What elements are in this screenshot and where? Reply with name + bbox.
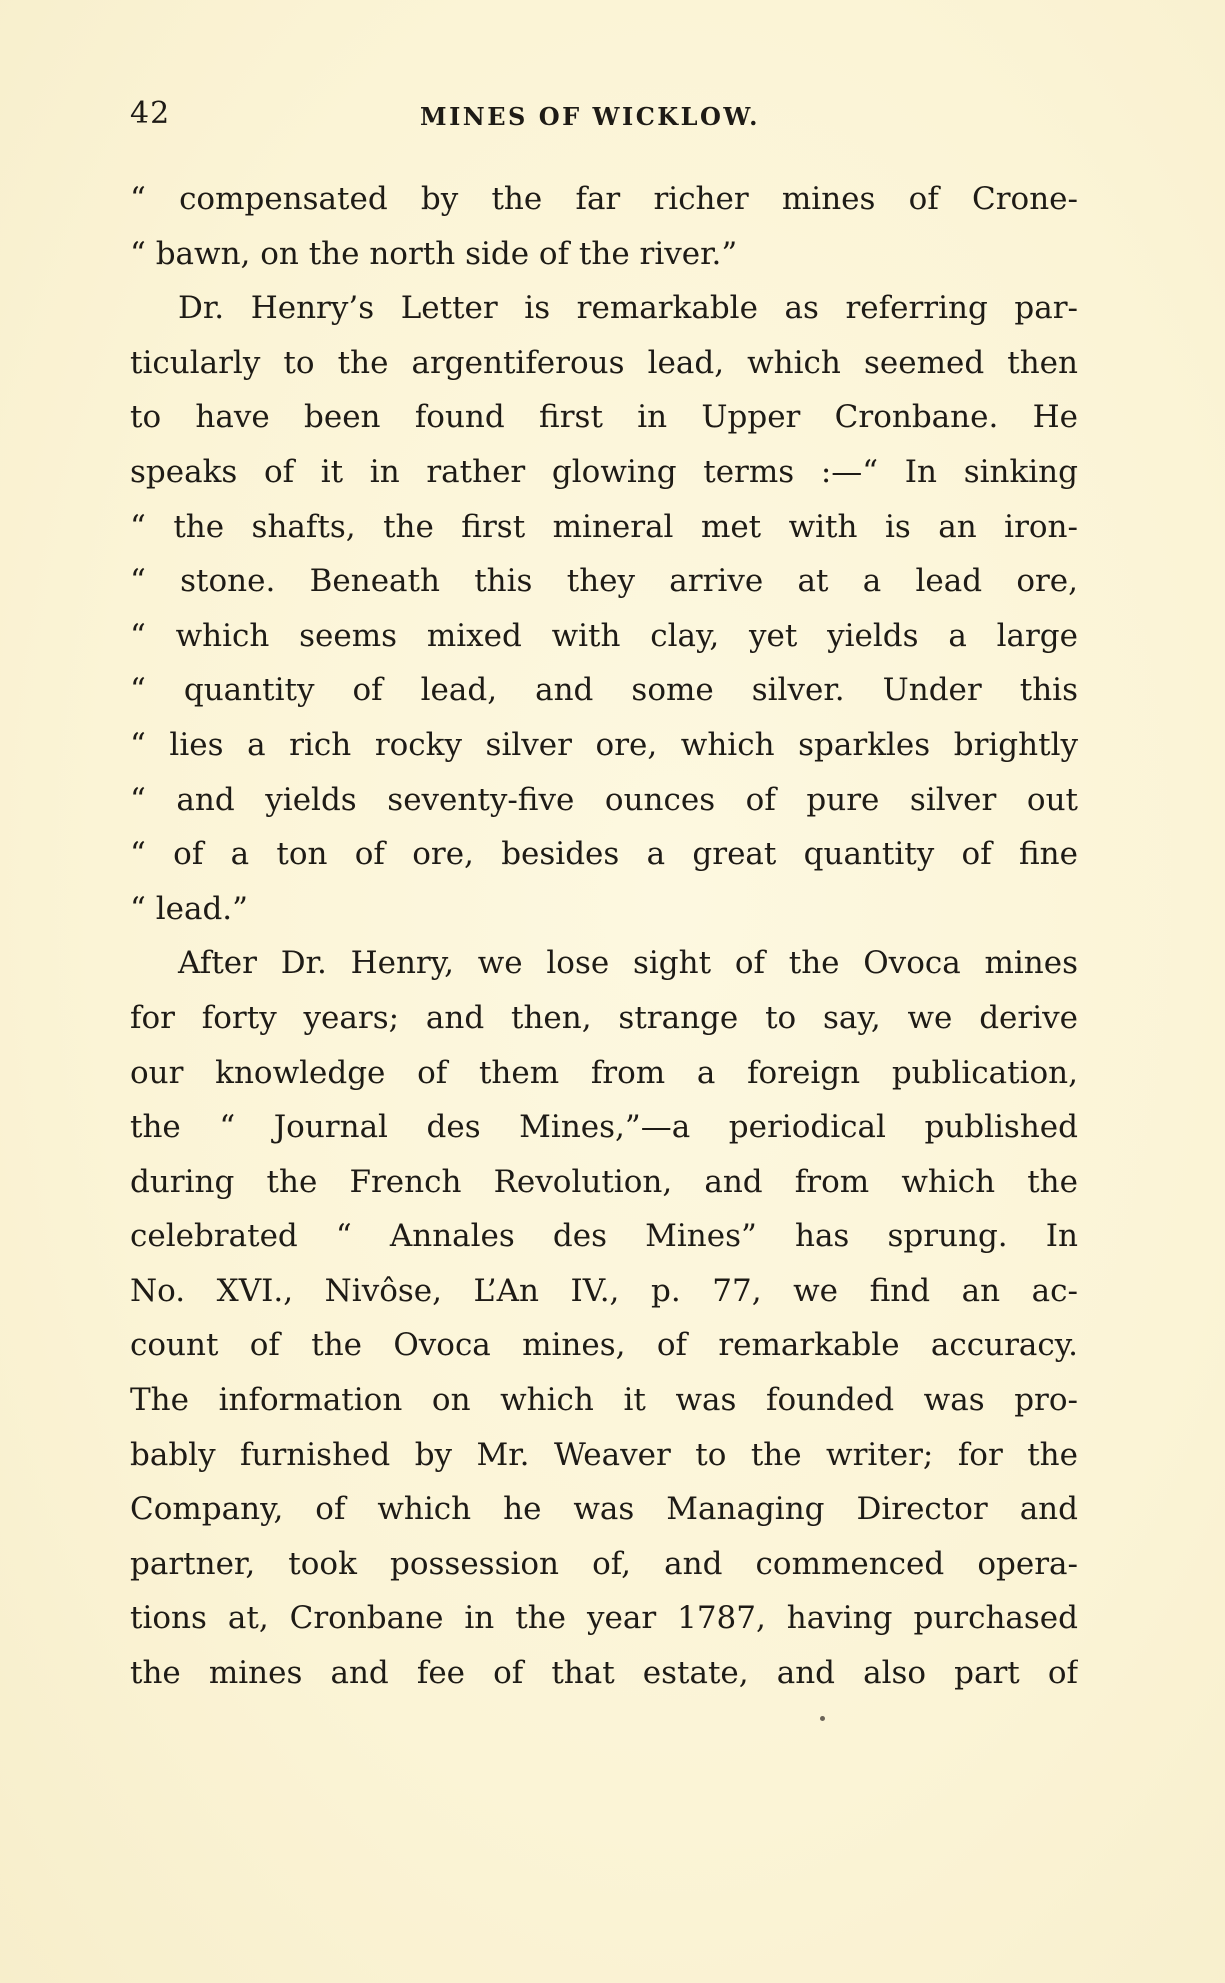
page-number: 42 xyxy=(130,96,171,131)
text-line: bably furnished by Mr. Weaver to the writer; for the xyxy=(130,1436,1078,1473)
text-line: “ of a ton of ore, besides a great quantity of fine xyxy=(130,836,1078,873)
text-line: tions at, Cronbane in the year 1787, having purchased xyxy=(130,1600,1078,1637)
running-title: MINES OF WICKLOW. xyxy=(420,102,761,131)
ink-speck xyxy=(820,1716,825,1721)
text-line: Company, of which he was Managing Director and xyxy=(130,1491,1078,1528)
text-line: “ bawn, on the north side of the river.” xyxy=(130,235,738,272)
body-text xyxy=(130,172,1078,1701)
text-line: “ the shafts, the first mineral met with is an iron- xyxy=(130,508,1078,545)
text-line: ticularly to the argentiferous lead, which seemed then xyxy=(130,344,1078,381)
page-header xyxy=(130,96,1080,136)
text-line: the mines and fee of that estate, and also part of xyxy=(130,1655,1078,1692)
text-line: The information on which it was founded was pro- xyxy=(130,1382,1078,1419)
text-line: for forty years; and then, strange to say, we derive xyxy=(130,999,1078,1036)
text-line: “ which seems mixed with clay, yet yields a large xyxy=(130,617,1078,654)
text-line: partner, took possession of, and commenced opera- xyxy=(130,1545,1078,1582)
text-line: count of the Ovoca mines, of remarkable accuracy. xyxy=(130,1327,1078,1364)
text-line: during the French Revolution, and from which the xyxy=(130,1163,1078,1200)
text-line: to have been found first in Upper Cronbane. He xyxy=(130,399,1078,436)
text-line: Dr. Henry’s Letter is remarkable as referring par- xyxy=(178,290,1078,327)
text-line: “ quantity of lead, and some silver. Under this xyxy=(130,672,1078,709)
text-line: No. XVI., Nivôse, L’An IV., p. 77, we find an ac- xyxy=(130,1272,1078,1309)
text-line: our knowledge of them from a foreign publication, xyxy=(130,1054,1078,1091)
text-line: celebrated “ Annales des Mines” has sprung. In xyxy=(130,1218,1078,1255)
text-line: “ stone. Beneath this they arrive at a lead ore, xyxy=(130,563,1078,600)
text-line: After Dr. Henry, we lose sight of the Ovoca mines xyxy=(178,945,1078,982)
text-line: speaks of it in rather glowing terms :—“ In sinking xyxy=(130,453,1078,490)
text-line: the “ Journal des Mines,”—a periodical published xyxy=(130,1109,1078,1146)
text-line: “ lies a rich rocky silver ore, which sparkles brightly xyxy=(130,726,1078,763)
text-line: “ lead.” xyxy=(130,890,248,927)
text-line: “ compensated by the far richer mines of Crone- xyxy=(130,181,1078,217)
text-line: “ and yields seventy-five ounces of pure silver out xyxy=(130,781,1078,818)
